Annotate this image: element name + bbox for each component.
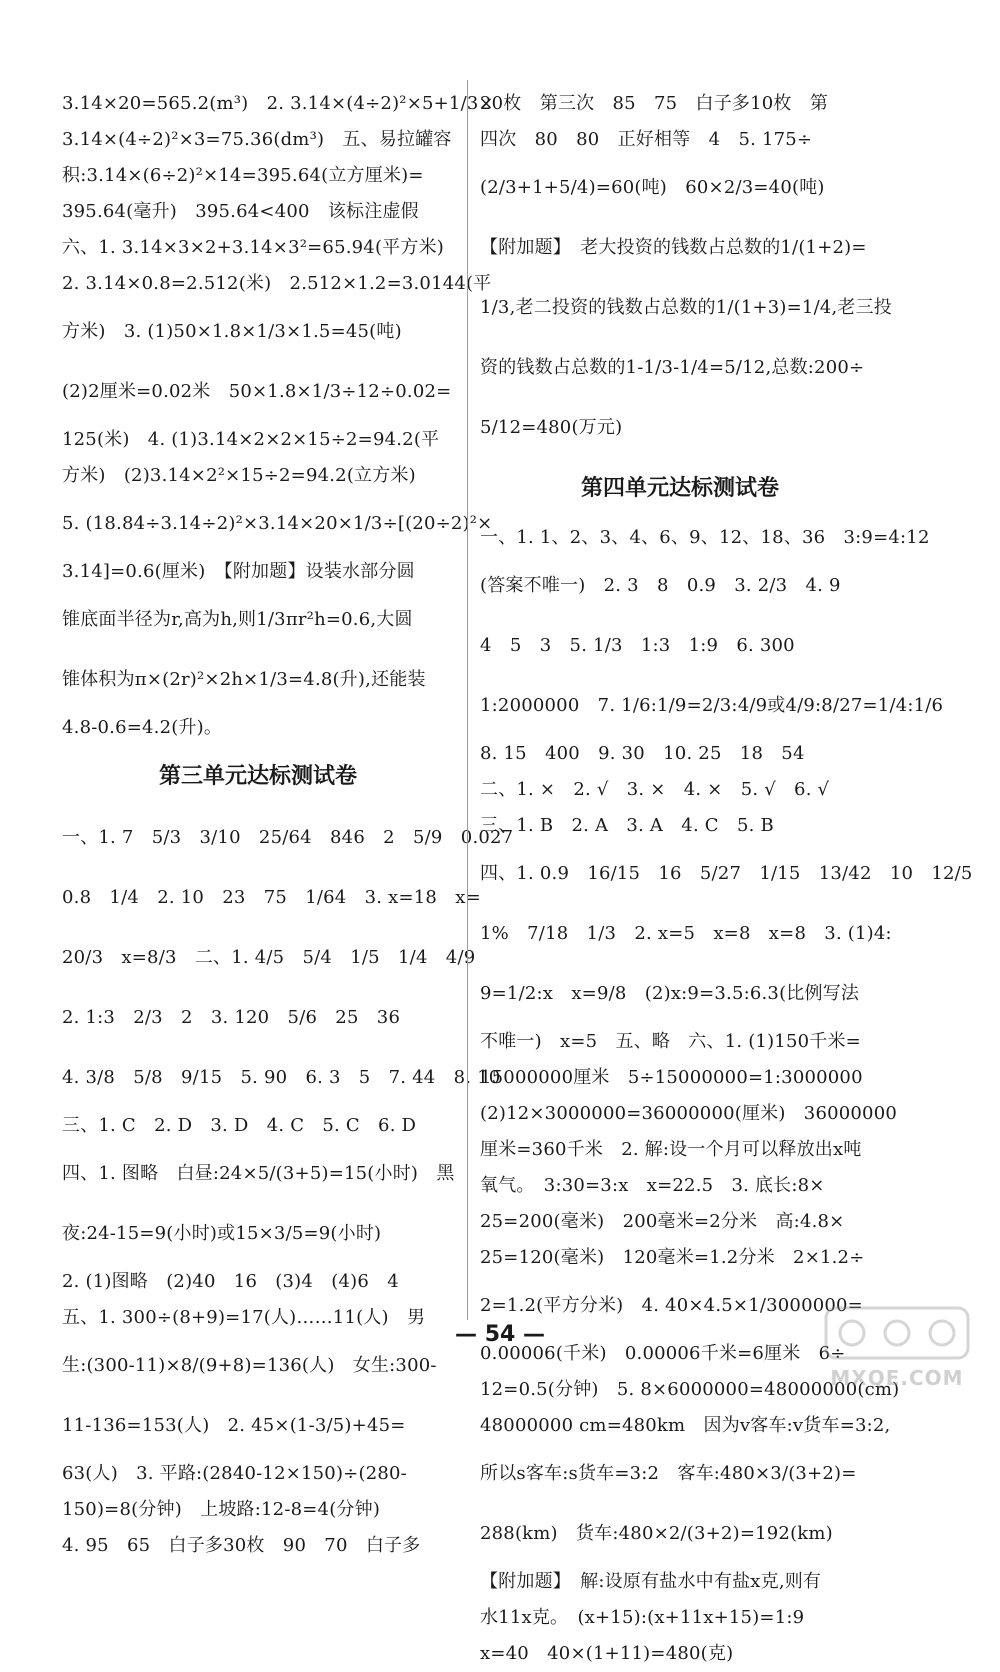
answer-line: 48000000 cm=480km 因为v客车:v货车=3:2, [480, 1415, 891, 1436]
answer-line: 【附加题】 解:设原有盐水中有盐x克,则有 [480, 1571, 822, 1592]
answer-line: 一、1. 7 5/3 3/10 25/64 846 2 5/9 0.027 [62, 827, 514, 848]
answer-line: 资的钱数占总数的1-1/3-1/4=5/12,总数:200÷ [480, 357, 865, 378]
answer-line: 1% 7/18 1/3 2. x=5 x=8 x=8 3. (1)4: [480, 923, 892, 944]
watermark-text: MXQE.COM [830, 1366, 964, 1390]
answer-line: 63(人) 3. 平路:(2840-12×150)÷(280- [62, 1463, 407, 1484]
answer-line: 12=0.5(分钟) 5. 8×6000000=48000000(cm) [480, 1379, 900, 1400]
answer-line: 厘米=360千米 2. 解:设一个月可以释放出x吨 [480, 1139, 862, 1160]
answer-line: 锥底面半径为r,高为h,则1/3πr²h=0.6,大圆 [62, 609, 413, 630]
answer-line: 所以s客车:s货车=3:2 客车:480×3/(3+2)= [480, 1463, 857, 1484]
answer-line: 288(km) 货车:480×2/(3+2)=192(km) [480, 1523, 833, 1544]
answer-line: 生:(300-11)×8/(9+8)=136(人) 女生:300- [62, 1355, 437, 1376]
answer-line: 11-136=153(人) 2. 45×(1-3/5)+45= [62, 1415, 406, 1436]
answer-line: 15000000厘米 5÷15000000=1:3000000 [480, 1067, 863, 1088]
answer-line: 氧气。 3:30=3:x x=22.5 3. 底长:8× [480, 1175, 825, 1196]
answer-line: (2)2厘米=0.02米 50×1.8×1/3÷12÷0.02= [62, 381, 452, 402]
answer-line: 0.8 1/4 2. 10 23 75 1/64 3. x=18 x= [62, 887, 481, 908]
answer-line: 20/3 x=8/3 二、1. 4/5 5/4 1/5 1/4 4/9 [62, 947, 476, 968]
answer-line: 五、1. 300÷(8+9)=17(人)……11(人) 男 [62, 1307, 426, 1328]
answer-line: 不唯一) x=5 五、略 六、1. (1)150千米= [480, 1031, 861, 1052]
answer-line: (2/3+1+5/4)=60(吨) 60×2/3=40(吨) [480, 177, 825, 198]
answer-line: x=40 40×(1+11)=480(克) [480, 1643, 734, 1664]
answer-line: 125(米) 4. (1)3.14×2×2×15÷2=94.2(平 [62, 429, 440, 450]
answer-line: 150)=8(分钟) 上坡路:12-8=4(分钟) [62, 1499, 381, 1520]
answer-line: 25=200(毫米) 200毫米=2分米 高:4.8× [480, 1211, 845, 1232]
answer-line: 3.14]=0.6(厘米) 【附加题】设装水部分圆 [62, 561, 415, 582]
answer-line: 4 5 3 5. 1/3 1:3 1:9 6. 300 [480, 635, 795, 656]
answer-line: 3.14×(4÷2)²×3=75.36(dm³) 五、易拉罐容 [62, 129, 452, 150]
answer-line: (2)12×3000000=36000000(厘米) 36000000 [480, 1103, 898, 1124]
answer-line: 方米) (2)3.14×2²×15÷2=94.2(立方米) [62, 465, 416, 486]
answer-line: 【附加题】 老大投资的钱数占总数的1/(1+2)= [480, 237, 867, 258]
answer-line: 395.64(毫升) 395.64<400 该标注虚假 [62, 201, 419, 222]
answer-line: 2. (1)图略 (2)40 16 (3)4 (4)6 4 [62, 1271, 399, 1292]
watermark-logo-icon [812, 1298, 982, 1368]
answer-line: 5. (18.84÷3.14÷2)²×3.14×20×1/3÷[(20÷2)²× [62, 513, 493, 534]
answer-line: (答案不唯一) 2. 3 8 0.9 3. 2/3 4. 9 [480, 575, 841, 596]
section-heading: 第三单元达标测试卷 [158, 764, 357, 789]
section-heading: 第四单元达标测试卷 [580, 476, 779, 501]
answer-line: 1/3,老二投资的钱数占总数的1/(1+3)=1/4,老三投 [480, 297, 893, 318]
answer-line: 方米) 3. (1)50×1.8×1/3×1.5=45(吨) [62, 321, 402, 342]
answer-line: 4. 3/8 5/8 9/15 5. 90 6. 3 5 7. 44 8. 10 [62, 1067, 501, 1088]
answer-line: 3.14×20=565.2(m³) 2. 3.14×(4÷2)²×5+1/3× [62, 93, 494, 114]
answer-line: 0.00006(千米) 0.00006千米=6厘米 6÷ [480, 1343, 846, 1364]
answer-line: 四、1. 0.9 16/15 16 5/27 1/15 13/42 10 12/5 [480, 863, 973, 884]
answer-line: 四次 80 80 正好相等 4 5. 175÷ [480, 129, 813, 150]
answer-line: 六、1. 3.14×3×2+3.14×3²=65.94(平方米) [62, 237, 445, 258]
page-number: — 54 — [455, 1322, 545, 1347]
answer-line: 4. 95 65 白子多30枚 90 70 白子多 [62, 1535, 421, 1556]
answer-line: 三、1. C 2. D 3. D 4. C 5. C 6. D [62, 1115, 417, 1136]
answer-line: 一、1. 1、2、3、4、6、9、12、18、36 3:9=4:12 [480, 527, 930, 548]
answer-line: 2. 1:3 2/3 2 3. 120 5/6 25 36 [62, 1007, 401, 1028]
answer-line: 8. 15 400 9. 30 10. 25 18 54 [480, 743, 805, 764]
answer-line: 20枚 第三次 85 75 白子多10枚 第 [480, 93, 829, 114]
answer-line: 夜:24-15=9(小时)或15×3/5=9(小时) [62, 1223, 382, 1244]
watermark [812, 1298, 982, 1390]
answer-line: 2. 3.14×0.8=2.512(米) 2.512×1.2=3.0144(平 [62, 273, 492, 294]
answer-line: 二、1. × 2. √ 3. × 4. × 5. √ 6. √ [480, 779, 830, 800]
answer-line: 水11x克。 (x+15):(x+11x+15)=1:9 [480, 1607, 805, 1628]
answer-line: 四、1. 图略 白昼:24×5/(3+5)=15(小时) 黑 [62, 1163, 455, 1184]
answer-line: 锥体积为π×(2r)²×2h×1/3=4.8(升),还能装 [62, 669, 426, 690]
answer-line: 9=1/2:x x=9/8 (2)x:9=3.5:6.3(比例写法 [480, 983, 860, 1004]
column-divider [467, 80, 468, 1320]
answer-line: 2=1.2(平方分米) 4. 40×4.5×1/3000000= [480, 1295, 863, 1316]
answer-line: 25=120(毫米) 120毫米=1.2分米 2×1.2÷ [480, 1247, 865, 1268]
answer-line: 1:2000000 7. 1/6:1/9=2/3:4/9或4/9:8/27=1/4:1/6 [480, 695, 944, 716]
answer-line: 4.8-0.6=4.2(升)。 [62, 717, 223, 738]
answer-line: 三、1. B 2. A 3. A 4. C 5. B [480, 815, 774, 836]
answer-line: 5/12=480(万元) [480, 417, 623, 438]
answer-line: 积:3.14×(6÷2)²×14=395.64(立方厘米)= [62, 165, 424, 186]
